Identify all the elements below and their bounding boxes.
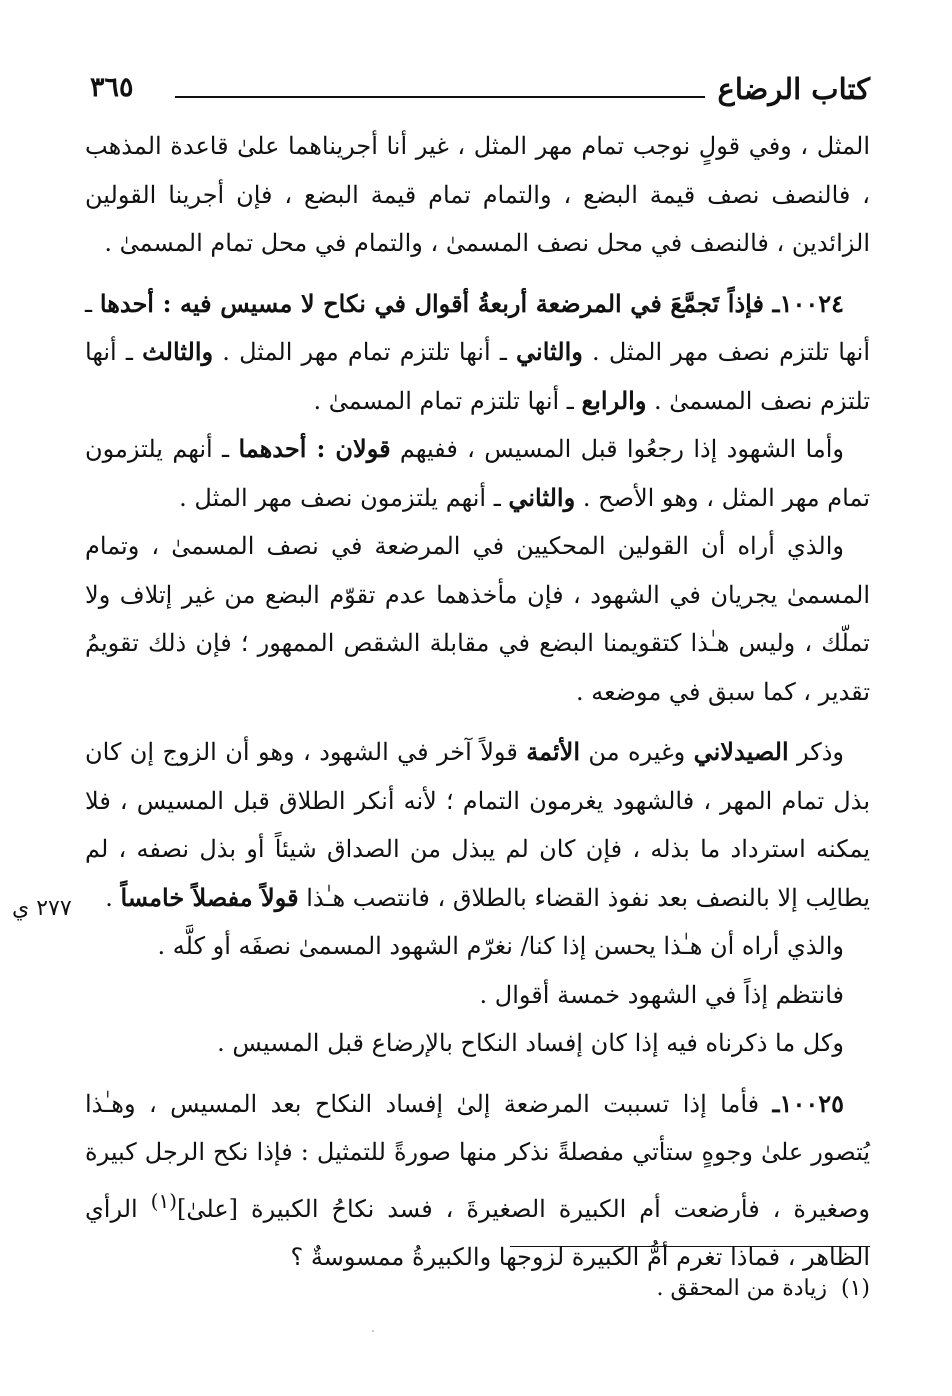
header-rule <box>175 96 705 98</box>
main-text <box>85 122 870 1282</box>
page-number: ٣٦٥ <box>90 72 134 103</box>
footnote-ref: (١) <box>150 1188 178 1213</box>
paragraph-5: وذكر الصيدلاني وغيره من الأئمة قولاً آخر في الشهود ، وهو أن الزوج إن كان بذل تمام المهر ، فالشهود يغرمون التمام ؛ لأنه أنكر الطلاق قبل المسيس ، فلا يمكنه استرداد ما بذله ، فإن كان لم يبذل من الصداق شيئاً أو بذل نصفه ، لم يطالِب إلا بالنصف بعد نفوذ القضاء بالطلاق ، فانتصب هـٰذا قولاً مفصلاً خامساً . <box>85 737 870 912</box>
footnote-rule <box>510 1246 870 1247</box>
running-header <box>90 72 870 114</box>
paragraph-10025: ١٠٠٢٥ـ فأما إذا تسببت المرضعة إلىٰ إفساد النكاح بعد المسيس ، وهـٰذا يُتصور علىٰ وجوهٍ ستأتي مفصلةً نذكر منها صورةً للتمثيل : فإذا نكح الرجل كبيرة وصغيرة ، فأرضعت أم الكبيرة الصغيرةَ ، فسد نكاحُ الكبيرة [علىٰ]$^{(١)}$ الرأي الظاهر ، فماذا تغرم أمُّ الكبيرة لزوجها والكبيرةُ ممسوسةٌ ؟ <box>85 1088 870 1271</box>
footnote-text: زيادة من المحقق . <box>656 1276 827 1301</box>
margin-note: ٢٧٧ ي <box>12 896 72 921</box>
section-number: ١٠٠٢٤ـ <box>772 288 845 318</box>
paragraph-6: والذي أراه أن هـٰذا يحسن إذا كنا/ نغرّم الشهود المسمىٰ نصفَه أو كلَّه . <box>157 932 844 960</box>
paragraph-10024: ١٠٠٢٤ـ فإذاً تَجمَّعَ في المرضعة أربعةُ أقوال في نكاح لا مسيس فيه : أحدها ـ أنها تلتزم نصف مهر المثل . والثاني ـ أنها تلتزم تمام مهر المثل . والثالث ـ أنها تلتزم نصف المسمىٰ . والرابع ـ أنها تلتزم تمام المسمىٰ . <box>85 288 870 415</box>
paragraph-8: وكل ما ذكرناه فيه إذا كان إفساد النكاح بالإرضاع قبل المسيس . <box>217 1029 844 1057</box>
section-number: ١٠٠٢٥ـ <box>772 1088 844 1118</box>
header-title: كتاب الرضاع <box>717 72 870 106</box>
footnote-number: (١) <box>840 1276 870 1301</box>
scan-speck <box>372 1330 374 1332</box>
footnote <box>656 1276 870 1301</box>
paragraph-1: المثل ، وفي قولٍ نوجب تمام مهر المثل ، غير أنا أجريناهما علىٰ قاعدة المذهب ، فالنصف نصف قيمة البضع ، والتمام تمام قيمة البضع ، فإن أجرينا القولين الزائدين ، فالنصف في محل نصف المسمىٰ ، والتمام في محل تمام المسمىٰ . <box>85 132 870 257</box>
paragraph-3: وأما الشهود إذا رجعُوا قبل المسيس ، ففيهم قولان : أحدهما ـ أنهم يلتزمون تمام مهر المثل ، وهو الأصح . والثاني ـ أنهم يلتزمون نصف مهر المثل . <box>85 434 870 512</box>
paragraph-7: فانتظم إذاً في الشهود خمسة أقوال . <box>479 980 844 1009</box>
paragraph-4: والذي أراه أن القولين المحكيين في المرضعة في نصف المسمىٰ ، وتمام المسمىٰ يجريان في الشهود ، فإن مأخذهما عدم تقوّم البضع من غير إتلاف ولا تملّك ، وليس هـٰذا كتقويمنا البضع في مقابلة الشقص الممهور ؛ فإن ذلك تقويمُ تقدير ، كما سبق في موضعه . <box>85 532 870 706</box>
